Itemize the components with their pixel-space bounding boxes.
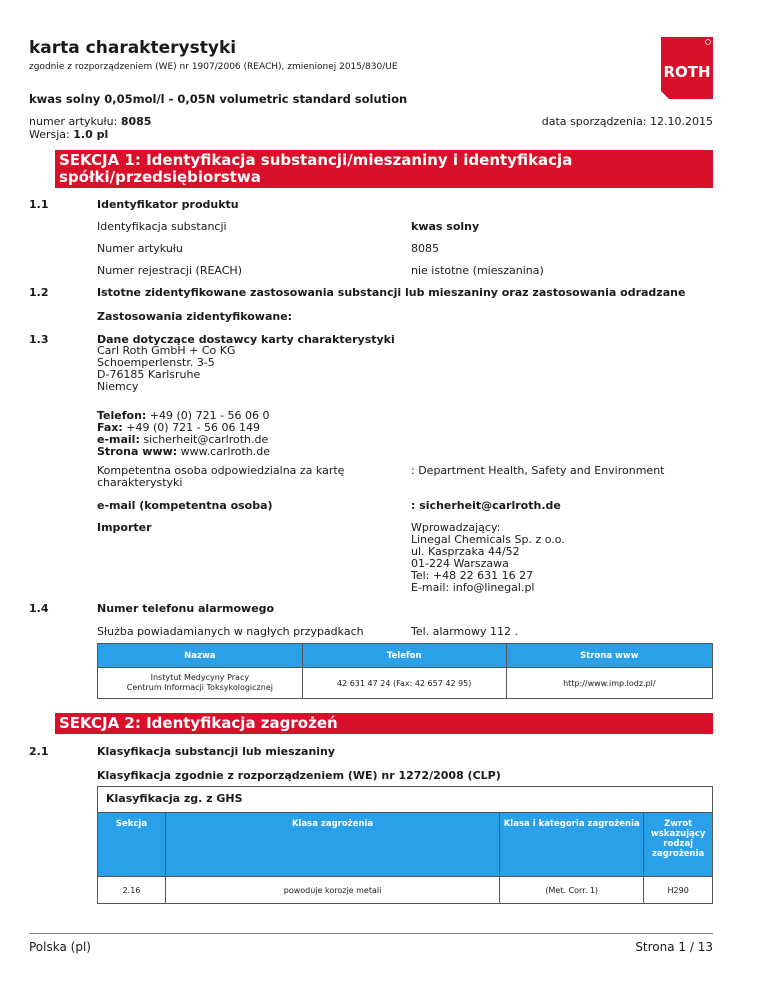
- competent-email-label: e-mail (kompetentna osoba): [97, 499, 273, 512]
- table-cell: 42 631 47 24 (Fax: 42 657 42 95): [302, 668, 506, 699]
- section-1-4-number: 1.4: [29, 602, 49, 615]
- section-1-1-number: 1.1: [29, 198, 49, 211]
- clp-classification-title: Klasyfikacja zgodnie z rozporządzeniem (WE) nr 1272/2008 (CLP): [97, 769, 501, 782]
- footer-divider: [29, 933, 713, 934]
- table-cell: H290: [644, 877, 713, 904]
- competent-person-label: Kompetentna osoba odpowiedzialna za kartę charakterystyki: [97, 464, 345, 489]
- section-1-2-number: 1.2: [29, 286, 49, 299]
- table-header: Klasa zagrożenia: [165, 813, 499, 877]
- section-1-2-title: Istotne zidentyfikowane zastosowania substancji lub mieszaniny oraz zastosowania odradzane: [97, 286, 686, 299]
- row-label: Identyfikacja substancji: [97, 220, 227, 233]
- table-header: Zwrot wskazujący rodzaj zagrożenia: [644, 813, 713, 877]
- table-cell: 2.16: [98, 877, 166, 904]
- table-header: Nazwa: [98, 644, 303, 668]
- section-1-1-title: Identyfikator produktu: [97, 198, 239, 211]
- emergency-service-value: Tel. alarmowy 112 .: [411, 625, 518, 638]
- supplier-address: Carl Roth GmbH + Co KG Schoemperlenstr. 3-5 D-76185 Karlsruhe Niemcy: [97, 344, 236, 393]
- importer-details: Wprowadzający: Linegal Chemicals Sp. z o.o. ul. Kasprzaka 44/52 01-224 Warszawa Tel: +48 22 631 16 27 E-mail: info@linegal.pl: [411, 521, 565, 594]
- emergency-contacts-table: [97, 643, 713, 699]
- competent-email-value: : sicherheit@carlroth.de: [411, 499, 561, 512]
- table-cell: (Met. Corr. 1): [500, 877, 644, 904]
- row-value: nie istotne (mieszanina): [411, 264, 544, 277]
- document-title: karta charakterystyki: [29, 38, 237, 58]
- table-cell: Instytut Medycyny Pracy Centrum Informacji Toksykologicznej: [98, 668, 303, 699]
- logo-text: ROTH: [663, 63, 711, 81]
- issue-date: data sporządzenia: 12.10.2015: [541, 115, 713, 128]
- article-number: numer artykułu: 8085 Wersja: 1.0 pl: [29, 115, 152, 141]
- footer-language: Polska (pl): [29, 940, 91, 954]
- section-1-header: SEKCJA 1: Identyfikacja substancji/mieszaniny i identyfikacja spółki/przedsiębiorstwa: [55, 150, 713, 188]
- competent-person-value: : Department Health, Safety and Environment: [411, 464, 665, 477]
- section-2-header: SEKCJA 2: Identyfikacja zagrożeń: [55, 713, 713, 734]
- ghs-table: [97, 812, 713, 904]
- document-subtitle: zgodnie z rozporządzeniem (WE) nr 1907/2006 (REACH), zmienionej 2015/830/UE: [29, 62, 398, 72]
- supplier-contacts: Telefon: +49 (0) 721 - 56 06 0 Fax: +49 (0) 721 - 56 06 149 e-mail: sicherheit@carlroth.de Strona www: www.carlroth.de: [97, 409, 271, 458]
- section-1-3-number: 1.3: [29, 333, 49, 346]
- table-header: Strona www: [506, 644, 712, 668]
- table-header: Telefon: [302, 644, 506, 668]
- footer-page-number: Strona 1 / 13: [635, 940, 713, 954]
- row-label: Numer rejestracji (REACH): [97, 264, 242, 277]
- section-2-1-title: Klasyfikacja substancji lub mieszaniny: [97, 745, 336, 758]
- table-row: [98, 877, 713, 904]
- importer-label: Importer: [97, 521, 152, 534]
- table-cell: http://www.imp.lodz.pl/: [506, 668, 712, 699]
- roth-logo: [661, 37, 713, 99]
- ghs-classification-box: [97, 786, 713, 813]
- row-label: Numer artykułu: [97, 242, 183, 255]
- product-name: kwas solny 0,05mol/l - 0,05N volumetric standard solution: [29, 92, 408, 106]
- identified-uses-label: Zastosowania zidentyfikowane:: [97, 310, 293, 323]
- table-cell: powoduje korozje metali: [165, 877, 499, 904]
- table-header: Klasa i kategoria zagrożenia: [500, 813, 644, 877]
- row-value: kwas solny: [411, 220, 480, 233]
- section-1-3-title: Dane dotyczące dostawcy karty charakterystyki: [97, 333, 395, 346]
- section-1-4-title: Numer telefonu alarmowego: [97, 602, 275, 615]
- row-value: 8085: [411, 242, 439, 255]
- emergency-service-label: Służba powiadamianych w nagłych przypadkach: [97, 625, 364, 638]
- ghs-classification-title: Klasyfikacja zg. z GHS: [106, 792, 243, 805]
- table-row: [98, 668, 713, 699]
- table-header: Sekcja: [98, 813, 166, 877]
- section-2-1-number: 2.1: [29, 745, 49, 758]
